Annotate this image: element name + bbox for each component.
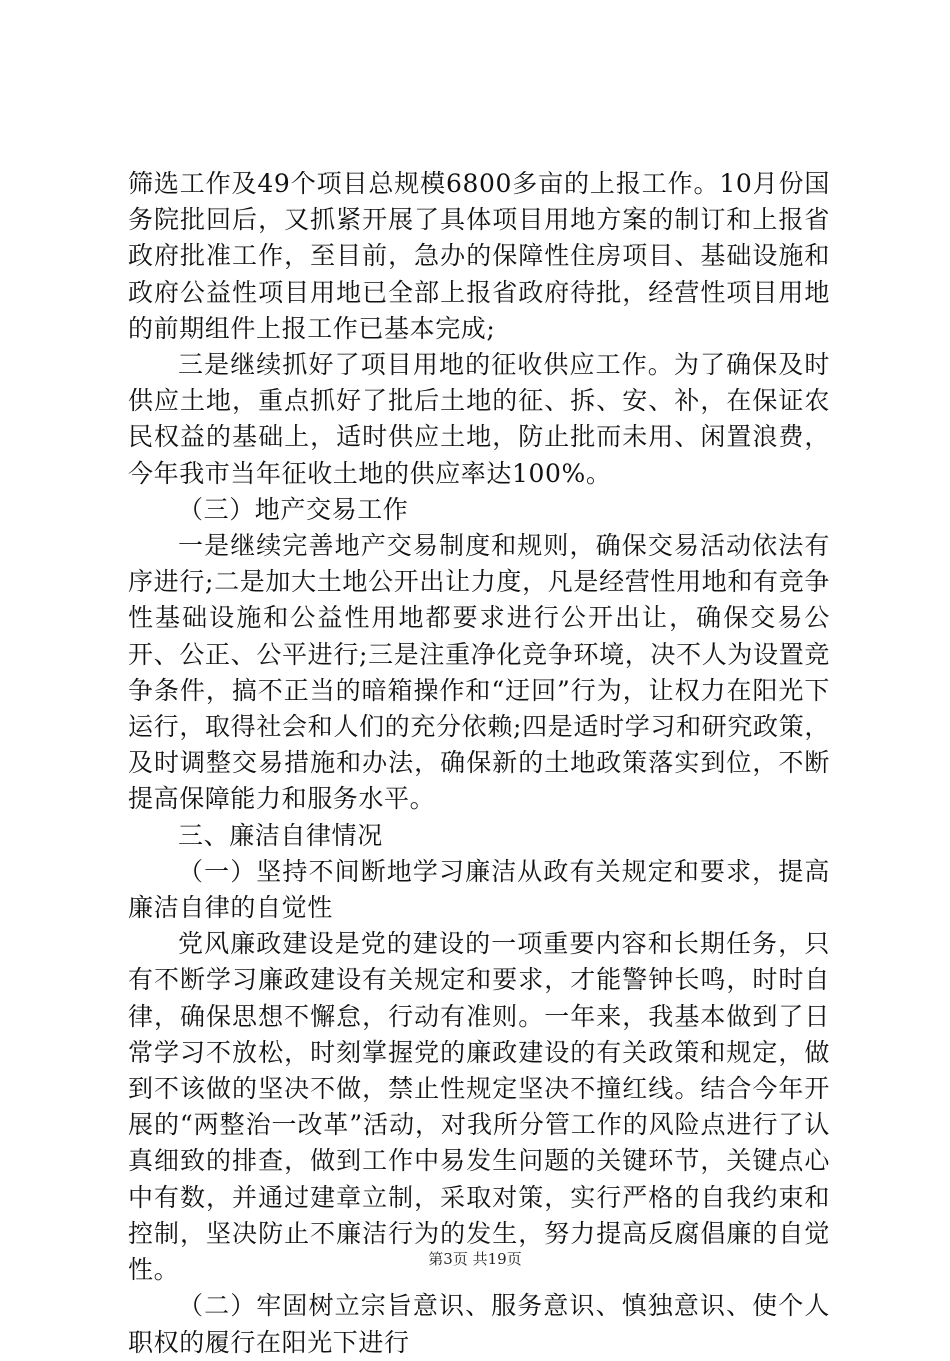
document-body [128,166,830,1361]
heading-integrity-self-discipline: 三、廉洁自律情况 [178,820,383,850]
subheading-continuous-study: （一）坚持不间断地学习廉洁从政有关规定和要求，提高廉洁自律的自觉性 [128,856,830,923]
heading-land-transaction: （三）地产交易工作 [178,494,409,524]
paragraph-party-integrity: 党风廉政建设是党的建设的一项重要内容和长期任务，只有不断学习廉政建设有关规定和要求，才能警钟长鸣，时时自律，确保思想不懈怠，行动有准则。一年来，我基本做到了日常学习不放松，时刻掌握党的廉政建设的有关政策和规定，做到不该做的坚决不做，禁止性规定坚决不撞红线。结合今年开展的“两整治一改革”活动，对我所分管工作的风险点进行了认真细致的排查，做到工作中易发生问题的关键环节，关键点心中有数，并通过建章立制，采取对策，实行严格的自我约束和控制，坚决防止不廉洁行为的发生，努力提高反腐倡廉的自觉性。 [128,929,830,1285]
page-number-footer: 第3页 共19页 [428,1250,522,1268]
subheading-service-awareness: （二）牢固树立宗旨意识、服务意识、慎独意识、使个人职权的履行在阳光下进行 [128,1291,830,1357]
paragraph-land-approval-continuation: 筛选工作及49个项目总规模6800多亩的上报工作。10月份国务院批回后，又抓紧开展了具体项目用地方案的制订和上报省政府批准工作，至目前，急办的保障性住房项目、基础设施和政府公益性项目用地已全部上报省政府待批，经营性项目用地的前期组件上报工作已基本完成; [128,169,830,343]
paragraph-land-transaction: 一是继续完善地产交易制度和规则，确保交易活动依法有序进行;二是加大土地公开出让力度，凡是经营性用地和有竞争性基础设施和公益性用地都要求进行公开出让，确保交易公开、公正、公平进行;三是注重净化竞争环境，决不人为设置竞争条件，搞不正当的暗箱操作和“迂回”行为，让权力在阳光下运行，取得社会和人们的充分依赖;四是适时学习和研究政策，及时调整交易措施和办法，确保新的土地政策落实到位，不断提高保障能力和服务水平。 [128,531,830,814]
paragraph-land-supply: 三是继续抓好了项目用地的征收供应工作。为了确保及时供应土地，重点抓好了批后土地的征、拆、安、补，在保证农民权益的基础上，适时供应土地，防止批而未用、闲置浪费，今年我市当年征收土地的供应率达100%。 [128,350,830,488]
